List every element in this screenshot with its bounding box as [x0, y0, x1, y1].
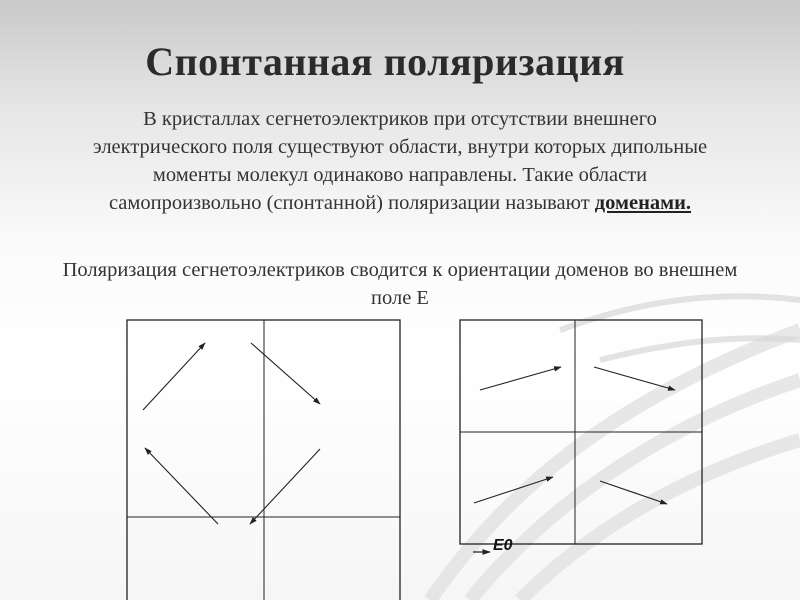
orientation-paragraph: Поляризация сегнетоэлектриков сводится к ориентации доменов во внешнем поле Е [62, 259, 738, 309]
domains-without-field [127, 320, 400, 600]
domains-in-field [460, 320, 702, 544]
dipole-arrow [600, 481, 667, 504]
dipole-arrow [251, 343, 320, 404]
domains-emphasis: доменами. [594, 192, 692, 214]
dipole-arrow [474, 477, 553, 503]
dipole-arrow [594, 367, 675, 390]
dipole-arrow [145, 448, 218, 524]
field-label: E0 [493, 537, 513, 554]
slide-title: Спонтанная поляризация [145, 39, 625, 84]
dipole-arrow [250, 449, 320, 524]
dipole-arrow [480, 367, 561, 390]
dipole-arrow [143, 343, 205, 410]
description-text: В кристаллах сегнетоэлектриков при отсутствии внешнего электрического поля существуют области, внутри которых дипольные моменты молекул одинаково направлены. Такие области самопроизвольно (спонтанной) поляризации называют [92, 108, 708, 214]
